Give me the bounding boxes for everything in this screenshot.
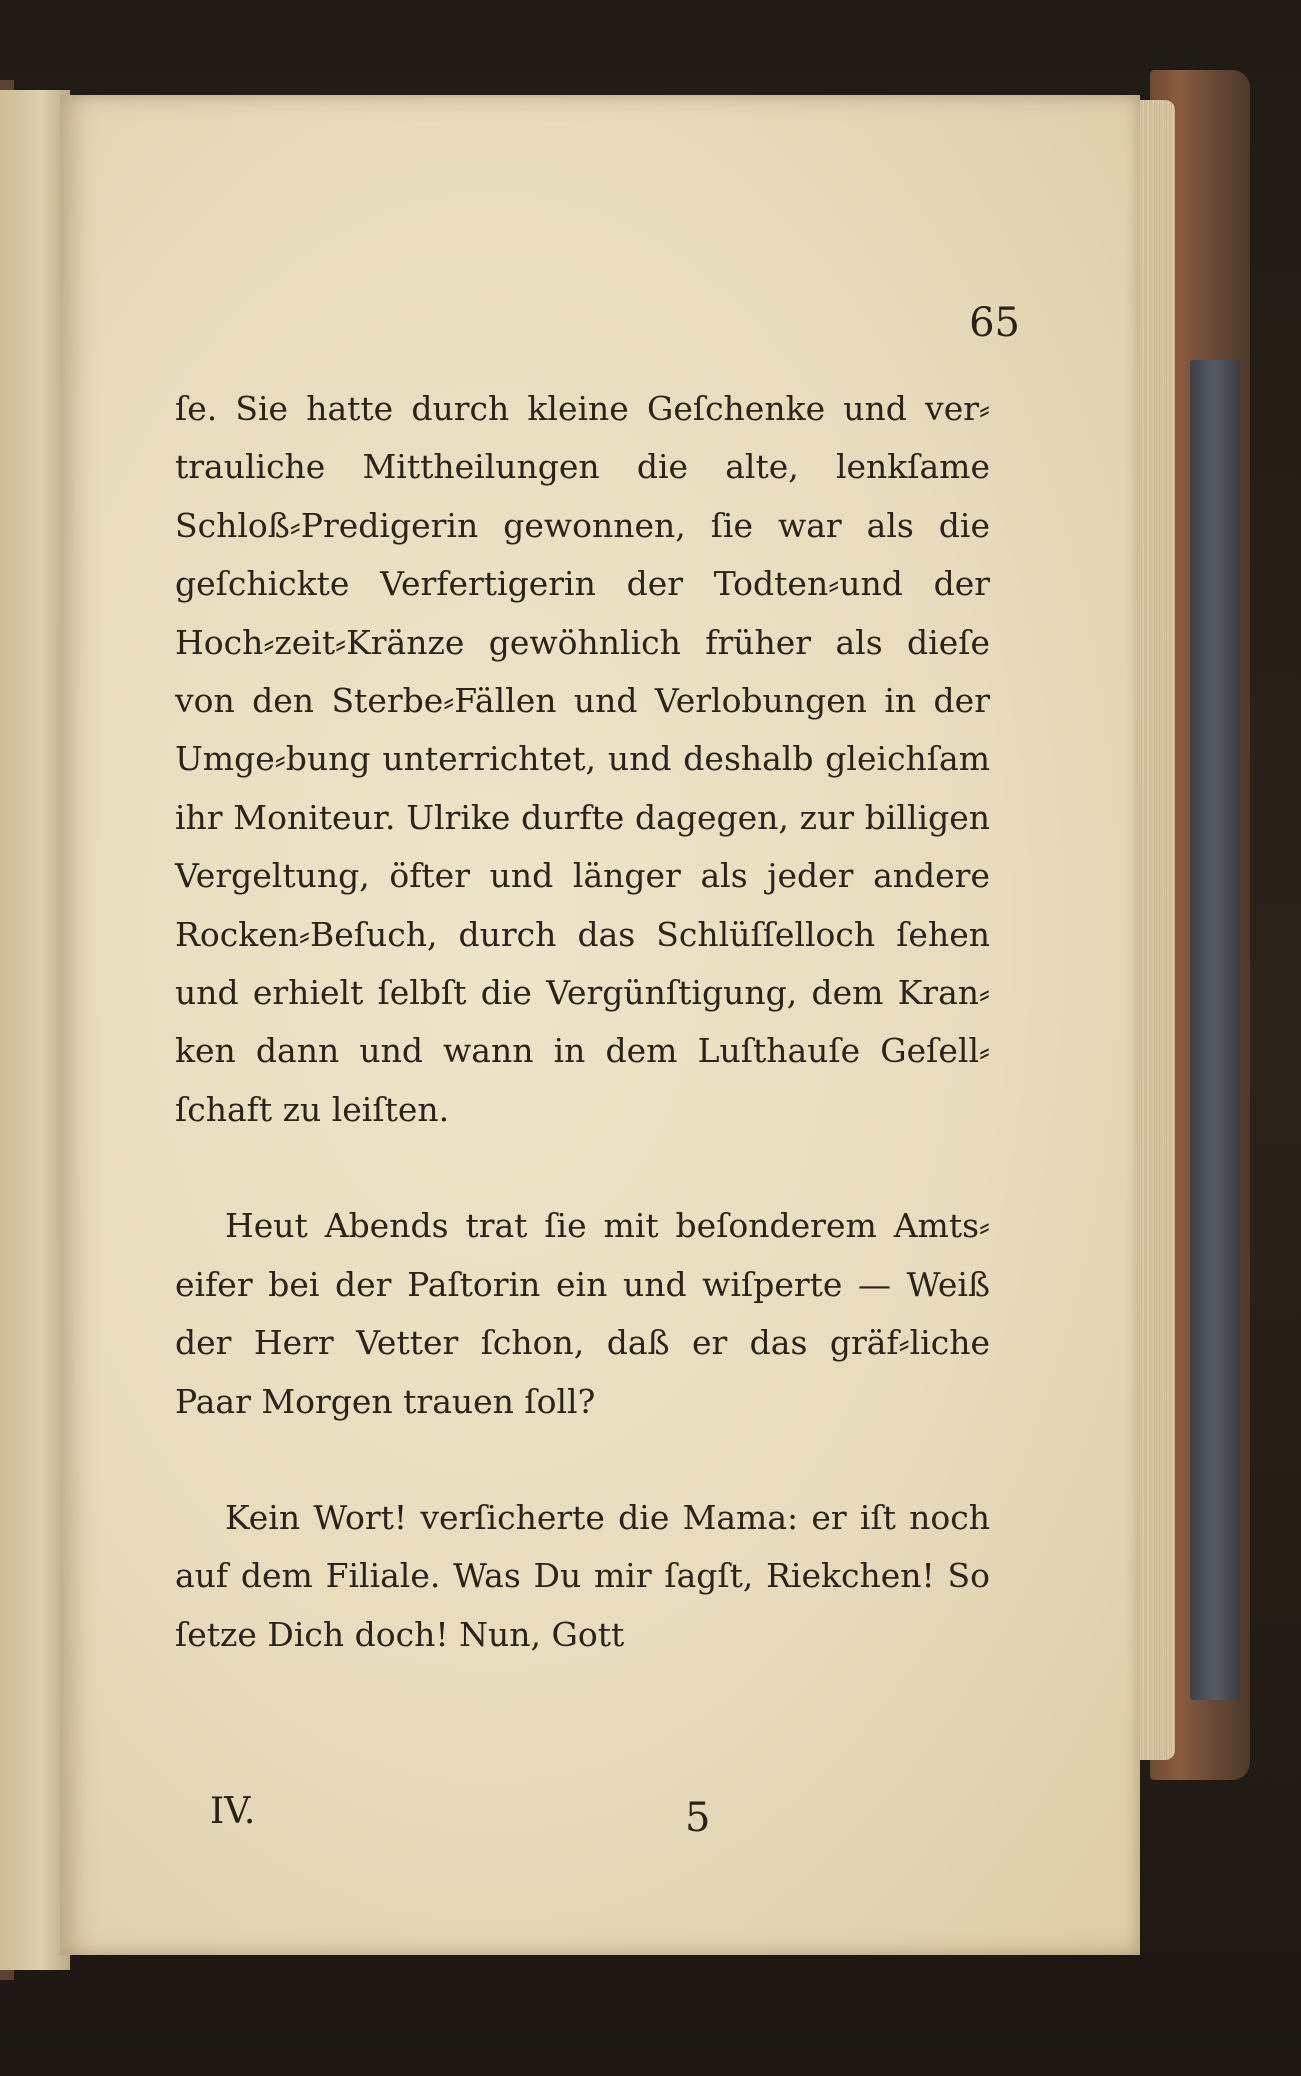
paragraph-1: ſe. Sie hatte durch kleine Geſchenke und ver⸗trauliche Mittheilungen die alte, lenkſame Schloß⸗Predigerin gewonnen, ſie war als die geſchickte Verfertigerin der Todten⸗und der Hoch⸗zeit⸗Kränze gewöhnlich früher als dieſe von den Sterbe⸗Fällen und Verlobungen in der Umge⸗bung unterrichtet, und deshalb gleichſam ihr Moniteur. Ulrike durfte dagegen, zur billigen Vergeltung, öfter und länger als jeder andere Rocken⸗Beſuch, durch das Schlüſſelloch ſehen und erhielt ſelbſt die Vergünſtigung, dem Kran⸗ken dann und wann in dem Luſthauſe Geſell⸗ſchaft zu leiſten. (175, 389, 990, 1129)
gathering-number: 5 (685, 1795, 711, 1841)
cover-spine-strip (1190, 360, 1240, 1700)
page-body (175, 380, 990, 1664)
paragraph-3: Kein Wort! verſicherte die Mama: er iſt noch auf dem Filiale. Was Du mir ſagſt, Riekchen! So ſetze Dich doch! Nun, Gott (175, 1497, 990, 1654)
paragraph-2: Heut Abends trat ſie mit beſonderem Amts⸗eifer bei der Paſtorin ein und wiſperte — Weiß der Herr Vetter ſchon, daß er das gräf⸗liche Paar Morgen trauen ſoll? (175, 1206, 990, 1421)
signature-mark: IV. (210, 1791, 256, 1832)
page-number: 65 (969, 300, 1020, 346)
book-page (60, 95, 1140, 1955)
